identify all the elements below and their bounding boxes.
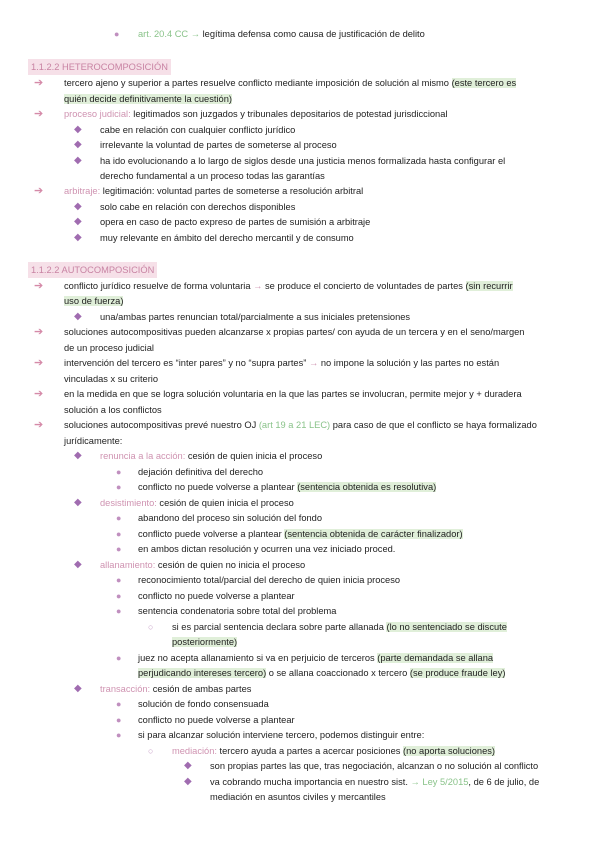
diamond-bullet-icon: ◆ <box>74 139 82 150</box>
text-line: conflicto puede volverse a plantear (sentencia obtenida de carácter finalizador) <box>138 529 463 539</box>
text-line: mediación: tercero ayuda a partes a acercar posiciones (no aporta soluciones) <box>172 746 496 756</box>
dot-bullet-icon: ● <box>116 529 122 539</box>
text-line: arbitraje: legitimación: voluntad partes de someterse a resolución arbitral <box>64 186 364 196</box>
circle-bullet-icon: ○ <box>148 622 154 632</box>
text-line: juez no acepta allanamiento si va en perjuicio de terceros (parte demandada se allana <box>138 653 494 663</box>
text-line: soluciones autocompositivas prevé nuestro OJ (art 19 a 21 LEC) para caso de que el conflicto se haya formalizado <box>64 420 537 430</box>
text-line: posteriormente) <box>172 637 238 647</box>
text-line: mediación en asuntos civiles y mercantiles <box>210 792 386 802</box>
text-line: soluciones autocompositivas pueden alcanzarse x propias partes/ con ayuda de un tercera y en el seno/margen <box>64 327 525 337</box>
diamond-bullet-icon: ◆ <box>74 683 82 694</box>
text-line: transacción: cesión de ambas partes <box>100 684 252 694</box>
diamond-bullet-icon: ◆ <box>74 216 82 227</box>
dot-bullet-icon: ● <box>116 653 122 663</box>
text-line: quién decide definitivamente la cuestión) <box>64 94 232 104</box>
right-arrow-icon: ➔ <box>34 77 44 89</box>
dot-bullet-icon: ● <box>116 591 122 601</box>
text-line: en la medida en que se logra solución voluntaria en la que las partes se involucran, permite mejor y + duradera <box>64 389 522 399</box>
text-line: desistimiento: cesión de quien inicia el proceso <box>100 498 294 508</box>
diamond-bullet-icon: ◆ <box>74 450 82 461</box>
text-line: cabe en relación con cualquier conflicto jurídico <box>100 125 296 135</box>
text-line: tercero ajeno y superior a partes resuelve conflicto mediante imposición de solución al mismo (este tercero es <box>64 78 517 88</box>
dot-bullet-icon: ● <box>116 575 122 585</box>
dot-bullet-icon: ● <box>116 544 122 554</box>
text-line: allanamiento: cesión de quien no inicia el proceso <box>100 560 306 570</box>
dot-bullet-icon: ● <box>116 699 122 709</box>
dot-bullet-icon: ● <box>116 606 122 616</box>
right-arrow-icon: ➔ <box>34 280 44 292</box>
dot-bullet-icon: ● <box>116 467 122 477</box>
right-arrow-icon: ➔ <box>34 357 44 369</box>
text-line: conflicto no puede volverse a plantear <box>138 715 295 725</box>
text-line: perjudicando intereses tercero) o se allana coaccionado x tercero (se produce fraude ley) <box>138 668 506 678</box>
text-line: vinculadas x su criterio <box>64 374 159 384</box>
diamond-bullet-icon: ◆ <box>184 776 192 787</box>
text-line: son propias partes las que, tras negociación, alcanzan o no solución al conflicto <box>210 761 539 771</box>
diamond-bullet-icon: ◆ <box>74 311 82 322</box>
dot-bullet-icon: ● <box>116 715 122 725</box>
dot-bullet-icon: ● <box>114 29 120 39</box>
text-line: ha ido evolucionando a lo largo de siglos desde una justicia menos formalizada hasta configurar el <box>100 156 506 166</box>
text-line: jurídicamente: <box>64 436 123 446</box>
text-line: solución a los conflictos <box>64 405 162 415</box>
text-line: conflicto no puede volverse a plantear <box>138 591 295 601</box>
text-line: solo cabe en relación con derechos disponibles <box>100 202 296 212</box>
right-arrow-icon: ➔ <box>34 326 44 338</box>
text-line: muy relevante en ámbito del derecho mercantil y de consumo <box>100 233 354 243</box>
right-arrow-icon: ➔ <box>34 108 44 120</box>
section-heading-autocomposicion: 1.1.2.2 AUTOCOMPOSICIÓN <box>28 262 157 278</box>
diamond-bullet-icon: ◆ <box>74 497 82 508</box>
text-line: si para alcanzar solución interviene tercero, podemos distinguir entre: <box>138 730 425 740</box>
text-line: dejación definitiva del derecho <box>138 467 264 477</box>
text-line: irrelevante la voluntad de partes de someterse al proceso <box>100 140 337 150</box>
right-arrow-icon: ➔ <box>34 185 44 197</box>
right-arrow-icon: ➔ <box>34 419 44 431</box>
diamond-bullet-icon: ◆ <box>184 760 192 771</box>
text-line: solución de fondo consensuada <box>138 699 269 709</box>
diamond-bullet-icon: ◆ <box>74 201 82 212</box>
text-line: proceso judicial: legitimados son juzgados y tribunales depositarios de potestad jurisdiccional <box>64 109 448 119</box>
text-line: sentencia condenatoria sobre total del problema <box>138 606 337 616</box>
text-line: opera en caso de pacto expreso de partes de sumisión a arbitraje <box>100 217 371 227</box>
text-line: conflicto no puede volverse a plantear (sentencia obtenida es resolutiva) <box>138 482 437 492</box>
dot-bullet-icon: ● <box>116 482 122 492</box>
text-line: va cobrando mucha importancia en nuestro sist. → Ley 5/2015, de 6 de julio, de <box>210 777 540 787</box>
text-line: abandono del proceso sin solución del fondo <box>138 513 323 523</box>
diamond-bullet-icon: ◆ <box>74 124 82 135</box>
text-line: en ambos dictan resolución y ocurren una vez iniciado proced. <box>138 544 396 554</box>
text-line: reconocimiento total/parcial del derecho de quien inicia proceso <box>138 575 401 585</box>
text-line: art. 20.4 CC → legítima defensa como causa de justificación de delito <box>138 29 425 39</box>
text-line: una/ambas partes renuncian total/parcialmente a sus iniciales pretensiones <box>100 312 411 322</box>
section-heading-heterocomposicion: 1.1.2.2 HETEROCOMPOSICIÓN <box>28 59 171 75</box>
diamond-bullet-icon: ◆ <box>74 559 82 570</box>
text-line: renuncia a la acción: cesión de quien inicia el proceso <box>100 451 323 461</box>
diamond-bullet-icon: ◆ <box>74 232 82 243</box>
text-line: uso de fuerza) <box>64 296 124 306</box>
dot-bullet-icon: ● <box>116 730 122 740</box>
text-line: intervención del tercero es “inter pares” y no “supra partes” → no impone la solución y las partes no están <box>64 358 500 368</box>
right-arrow-icon: ➔ <box>34 388 44 400</box>
text-line: conflicto jurídico resuelve de forma voluntaria → se produce el concierto de voluntades de partes (sin recurrir <box>64 281 513 291</box>
text-line: derecho fundamental a un proceso todas las garantías <box>100 171 325 181</box>
diamond-bullet-icon: ◆ <box>74 155 82 166</box>
circle-bullet-icon: ○ <box>148 746 154 756</box>
dot-bullet-icon: ● <box>116 513 122 523</box>
text-line: de un proceso judicial <box>64 343 154 353</box>
text-line: si es parcial sentencia declara sobre parte allanada (lo no sentenciado se discute <box>172 622 507 632</box>
